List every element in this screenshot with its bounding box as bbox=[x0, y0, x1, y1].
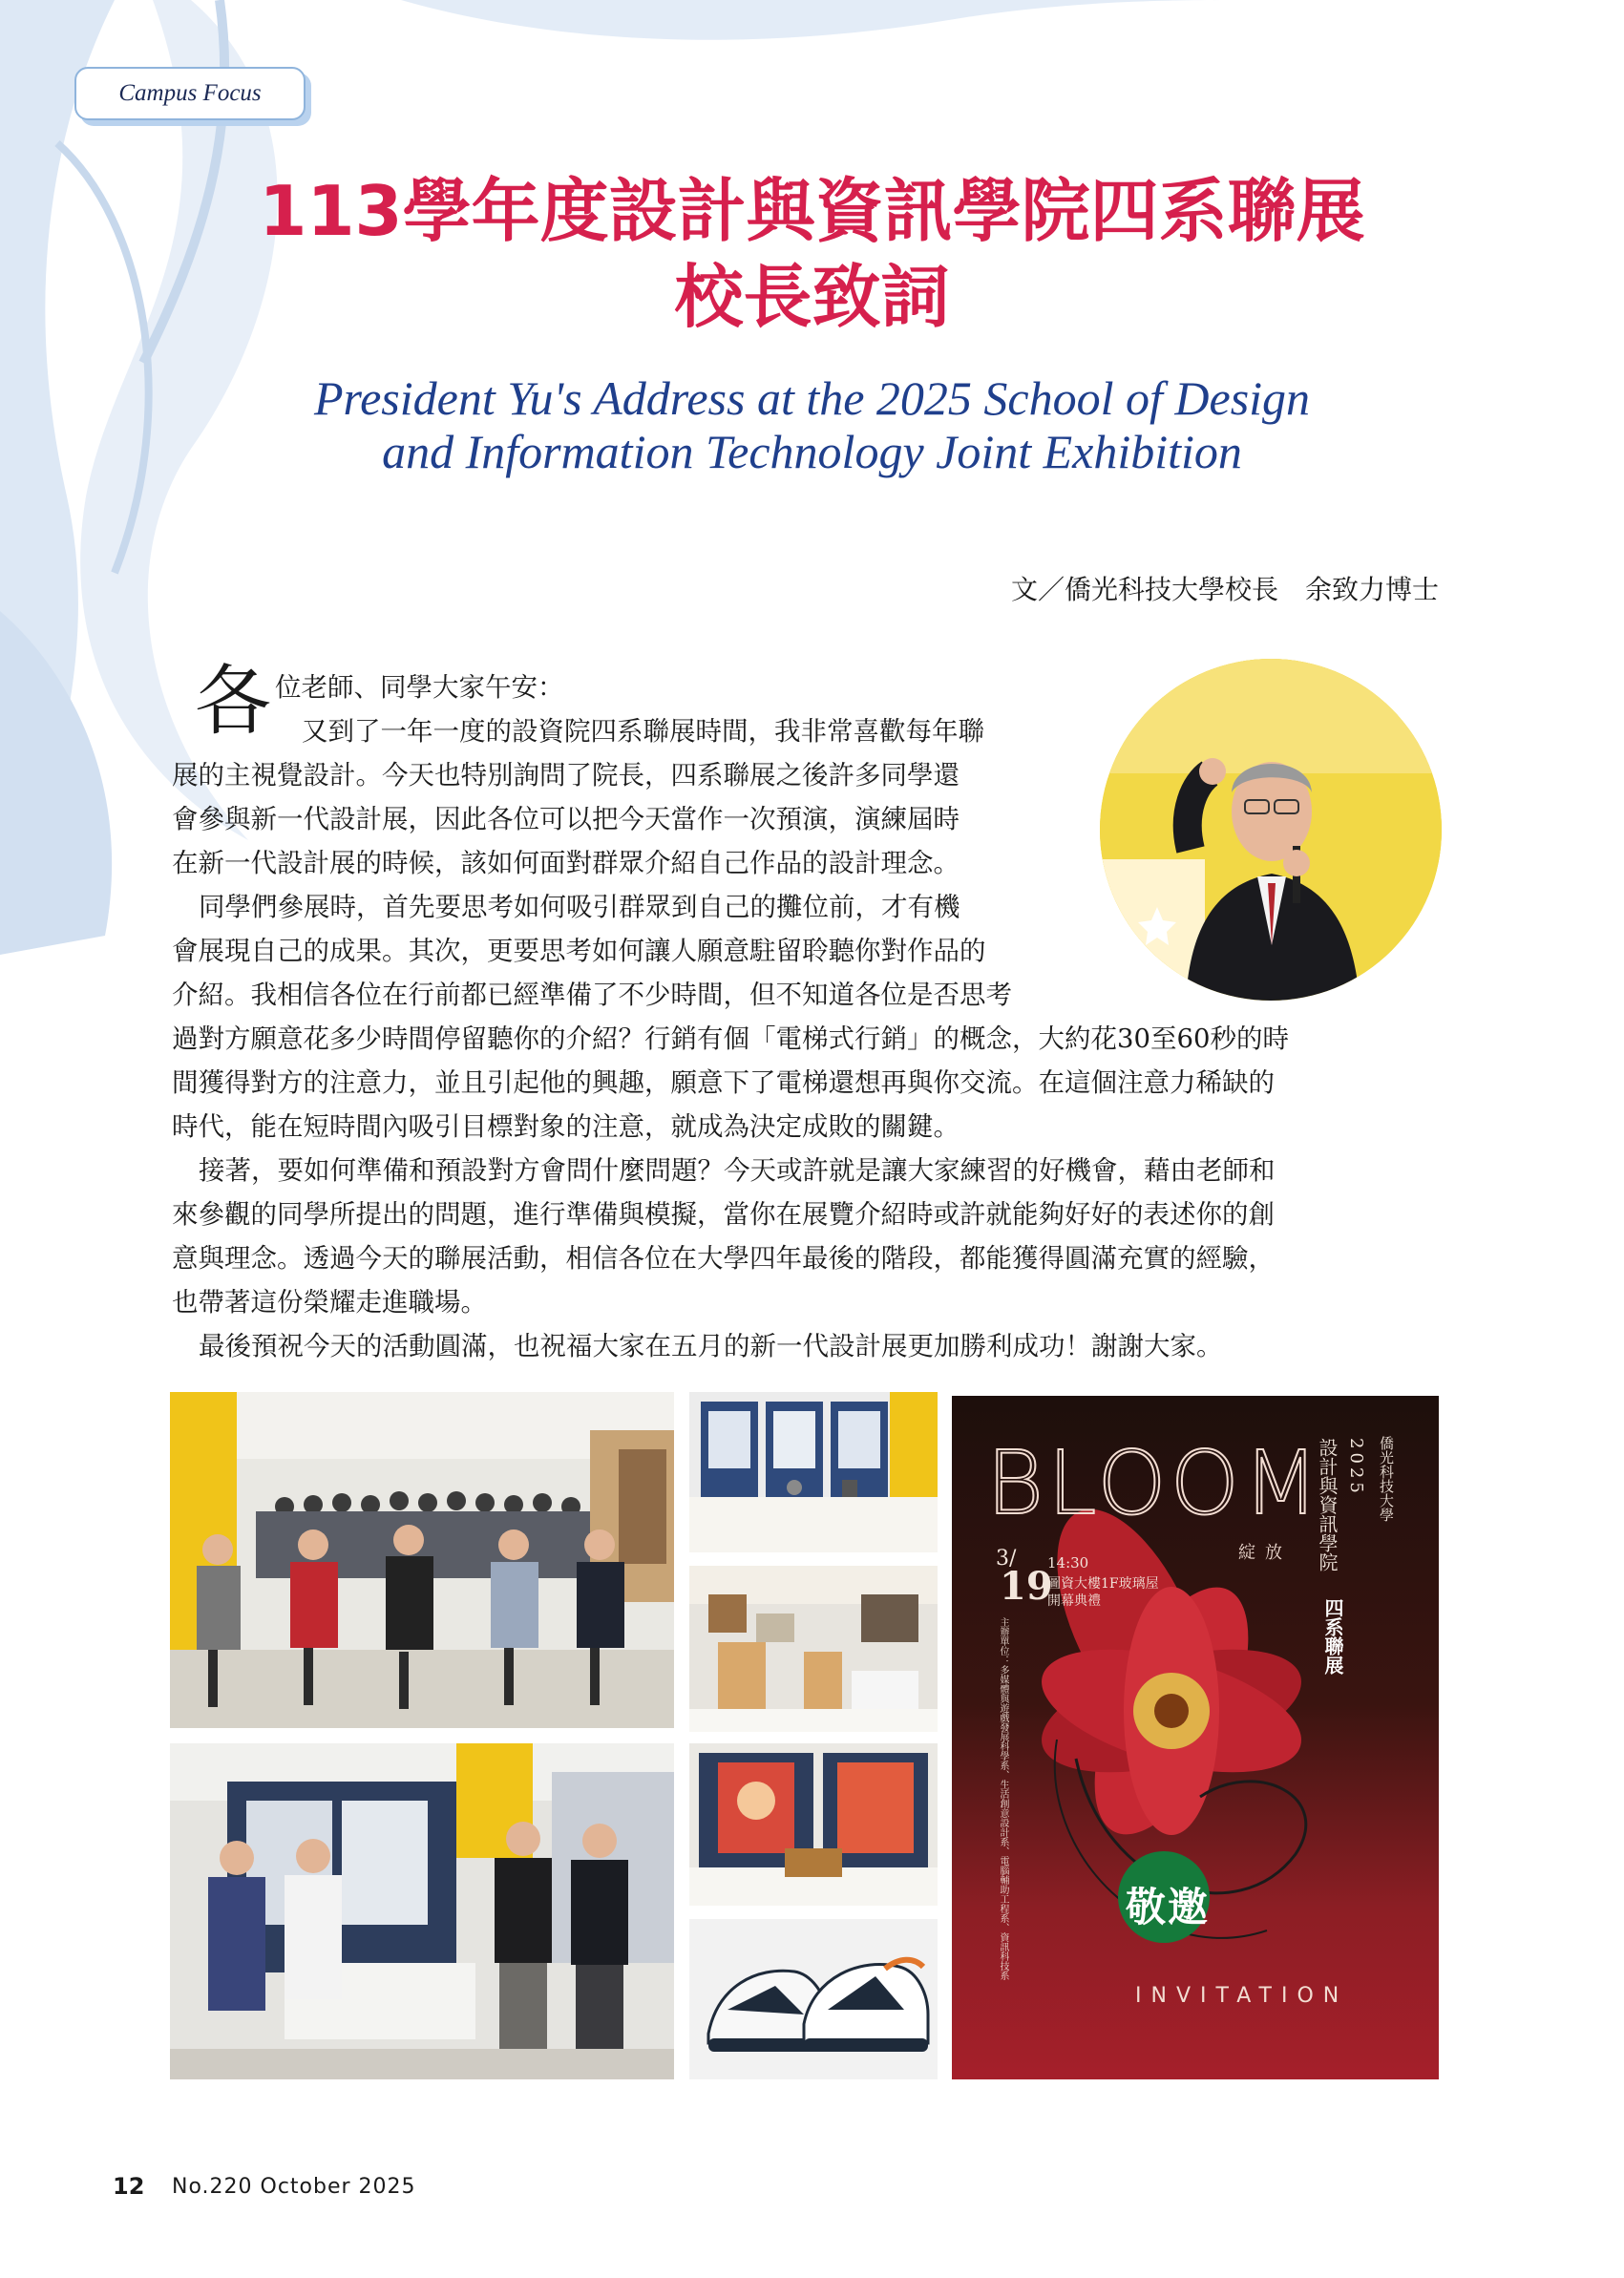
bloom-invitation-poster bbox=[952, 1396, 1439, 2079]
poster-invite-en: INVITATION bbox=[1135, 1984, 1349, 2008]
body-line: 時代，能在短時間內吸引目標對象的注意，就成為決定成敗的關鍵。 bbox=[172, 1111, 960, 1142]
body-line: 也帶著這份榮耀走進職場。 bbox=[172, 1287, 487, 1318]
page-number: 12 bbox=[113, 2173, 145, 2200]
poster-title: BLOOM bbox=[986, 1432, 1323, 1534]
poster-year: 2025 bbox=[1346, 1438, 1366, 1497]
byline: 文／僑光科技大學校長 余致力博士 bbox=[1010, 574, 1439, 605]
body-line: 間獲得對方的注意力，並且引起他的興趣，願意下了電梯還想再與你交流。在這個注意力稀缺的 bbox=[172, 1067, 1275, 1098]
poster-invite-zh: 敬邀 bbox=[1126, 1884, 1211, 1930]
title-english-line-1: President Yu's Address at the 2025 School of Design bbox=[313, 371, 1311, 425]
body-line: 介紹。我相信各位在行前都已經準備了不少時間，但不知道各位是否思考 bbox=[172, 980, 1012, 1010]
title-chinese-line-2: 校長致詞 bbox=[674, 257, 950, 337]
section-tag: Campus Focus bbox=[74, 67, 306, 120]
president-portrait-photo bbox=[1100, 659, 1442, 1001]
poster-ceremony: 開幕典禮 bbox=[1047, 1593, 1101, 1609]
drop-cap: 各 bbox=[195, 657, 271, 746]
poster-venue: 圖資大樓1F玻璃屋 bbox=[1047, 1576, 1159, 1592]
wooden-crafts-photo bbox=[689, 1566, 938, 1732]
students-exhibition-photo bbox=[170, 1743, 674, 2079]
poster-college: 設計與資訊學院 bbox=[1316, 1438, 1339, 1571]
body-line: 過對方願意花多少時間停留聽你的介紹？行銷有個「電梯式行銷」的概念，大約花30至60秒的時 bbox=[172, 1023, 1289, 1054]
group-photo-audience bbox=[170, 1392, 674, 1728]
poster-departments: 主辦單位：多媒體與遊戲發展科學系、生活創意設計系、電腦輔助工程系、資訊科技系 bbox=[998, 1617, 1008, 1980]
body-line: 同學們參展時，首先要思考如何吸引群眾到自己的攤位前，才有機 bbox=[199, 892, 960, 922]
poster-time: 14:30 bbox=[1047, 1554, 1089, 1571]
poster-booth-photo bbox=[689, 1743, 938, 1906]
body-line: 又到了一年一度的設資院四系聯展時間，我非常喜歡每年聯 bbox=[302, 716, 984, 747]
poster-subtitle: 綻放 bbox=[1238, 1543, 1292, 1563]
poster-date-month: 3/ bbox=[996, 1547, 1017, 1571]
body-line: 會展現自己的成果。其次，更要思考如何讓人願意駐留聆聽你對作品的 bbox=[172, 936, 986, 966]
body-line: 會參與新一代設計展，因此各位可以把今天當作一次預演，演練屆時 bbox=[172, 804, 960, 834]
body-line: 接著，要如何準備和預設對方會問什麼問題？今天或許就是讓大家練習的好機會，藉由老師和 bbox=[199, 1155, 1276, 1186]
poster-date-day: 19 bbox=[1000, 1564, 1053, 1609]
title-english-line-2: and Information Technology Joint Exhibition bbox=[382, 425, 1242, 478]
poster-event: 四系聯展 bbox=[1321, 1598, 1344, 1675]
body-line: 來參觀的同學所提出的問題，進行準備與模擬，當你在展覽介紹時或許就能夠好好的表述你的創 bbox=[172, 1199, 1275, 1230]
title-chinese-line-1: 113學年度設計與資訊學院四系聯展 bbox=[259, 171, 1365, 251]
body-line: 最後預祝今天的活動圓滿，也祝福大家在五月的新一代設計展更加勝利成功！謝謝大家。 bbox=[199, 1331, 1223, 1361]
poster-school: 僑光科技大學 bbox=[1378, 1436, 1395, 1522]
body-line: 意與理念。透過今天的聯展活動，相信各位在大學四年最後的階段，都能獲得圓滿充實的經驗， bbox=[172, 1243, 1275, 1274]
body-line: 在新一代設計展的時候，該如何面對群眾介紹自己作品的設計理念。 bbox=[172, 848, 960, 878]
exhibition-booth-photo bbox=[689, 1392, 938, 1552]
body-line: 展的主視覺設計。今天也特別詢問了院長，四系聯展之後許多同學還 bbox=[172, 760, 960, 791]
body-line: 位老師、同學大家午安： bbox=[275, 672, 564, 703]
issue-info: No.220 October 2025 bbox=[172, 2175, 416, 2199]
sneakers-product-photo bbox=[689, 1919, 938, 2079]
